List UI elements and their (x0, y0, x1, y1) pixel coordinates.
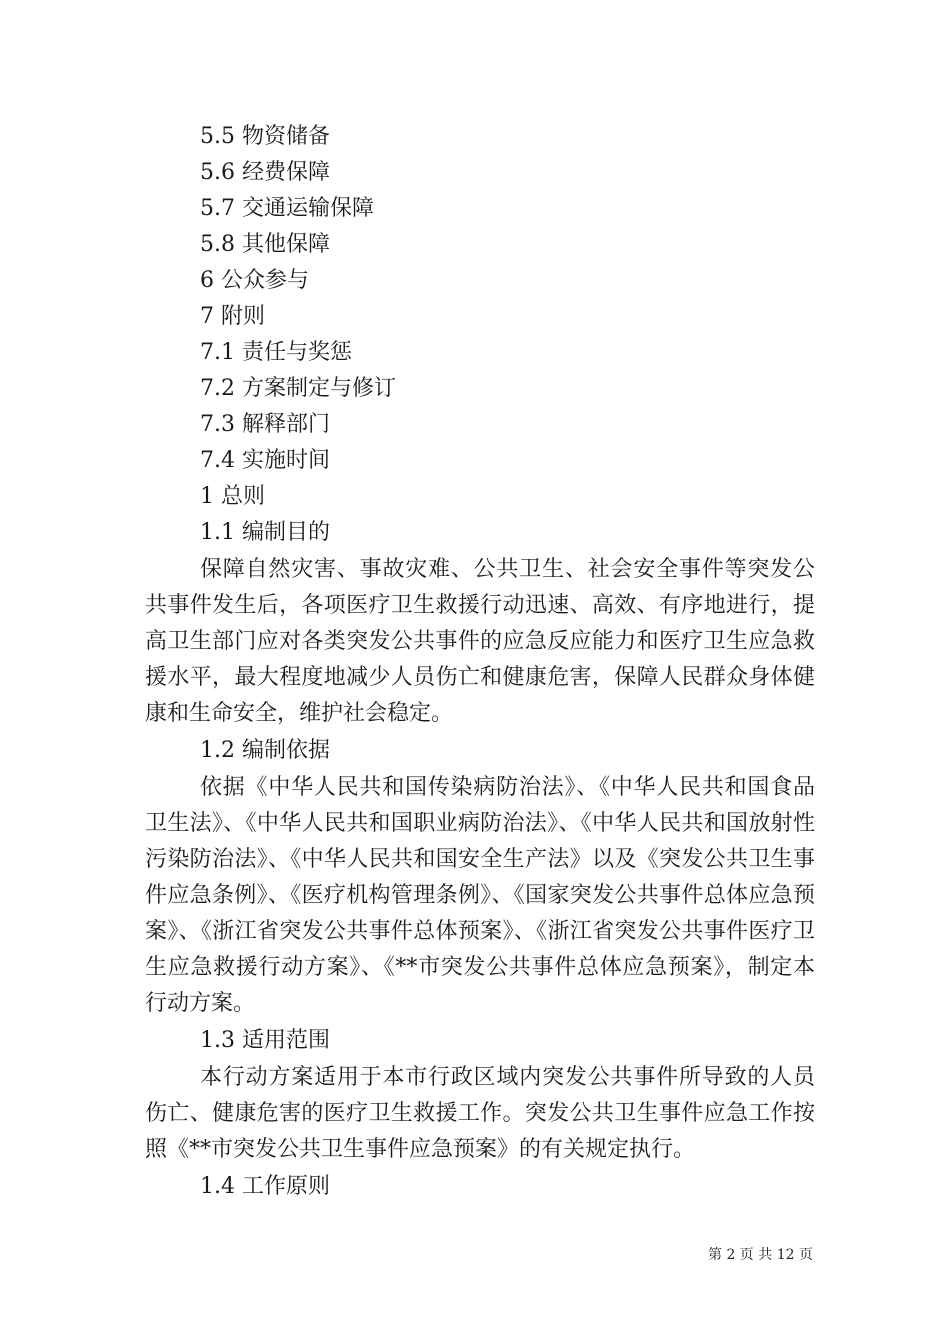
section-heading-1: 1 总则 (200, 484, 265, 509)
toc-item-5-5: 5.5 物资储备 (200, 124, 330, 149)
section-heading-1-4: 1.4 工作原则 (200, 1174, 330, 1199)
toc-item-7-4: 7.4 实施时间 (200, 448, 330, 473)
section-heading-1-2: 1.2 编制依据 (200, 738, 330, 763)
paragraph-basis: 依据《中华人民共和国传染病防治法》、《中华人民共和国食品卫生法》、《中华人民共和国职业病防治法》、《中华人民共和国放射性污染防治法》、《中华人民共和国安全生产法》以及《突发公共卫生事件应急条例》、《医疗机构管理条例》、《国家突发公共事件总体应急预案》、《浙江省突发公共事件总体预案》、《浙江省突发公共事件医疗卫生应急救援行动方案》、《**市突发公共事件总体应急预案》，制定本行动方案。 (145, 775, 815, 1016)
toc-item-7-3: 7.3 解释部门 (200, 412, 330, 437)
toc-item-7: 7 附则 (200, 304, 265, 329)
toc-item-5-8: 5.8 其他保障 (200, 232, 330, 257)
toc-item-5-7: 5.7 交通运输保障 (200, 196, 374, 221)
paragraph-scope: 本行动方案适用于本市行政区域内突发公共事件所导致的人员伤亡、健康危害的医疗卫生救援工作。突发公共卫生事件应急工作按照《**市突发公共卫生事件应急预案》的有关规定执行。 (145, 1065, 815, 1162)
toc-item-5-6: 5.6 经费保障 (200, 160, 330, 185)
section-heading-1-1: 1.1 编制目的 (200, 520, 330, 545)
paragraph-purpose: 保障自然灾害、事故灾难、公共卫生、社会安全事件等突发公共事件发生后，各项医疗卫生救援行动迅速、高效、有序地进行，提高卫生部门应对各类突发公共事件的应急反应能力和医疗卫生应急救援水平，最大程度地减少人员伤亡和健康危害，保障人民群众身体健康和生命安全，维护社会稳定。 (145, 557, 815, 726)
page-number-footer: 第 2 页 共 12 页 (708, 1247, 813, 1263)
section-heading-1-3: 1.3 适用范围 (200, 1028, 330, 1053)
toc-item-6: 6 公众参与 (200, 268, 309, 293)
toc-item-7-2: 7.2 方案制定与修订 (200, 376, 396, 401)
toc-item-7-1: 7.1 责任与奖惩 (200, 340, 352, 365)
